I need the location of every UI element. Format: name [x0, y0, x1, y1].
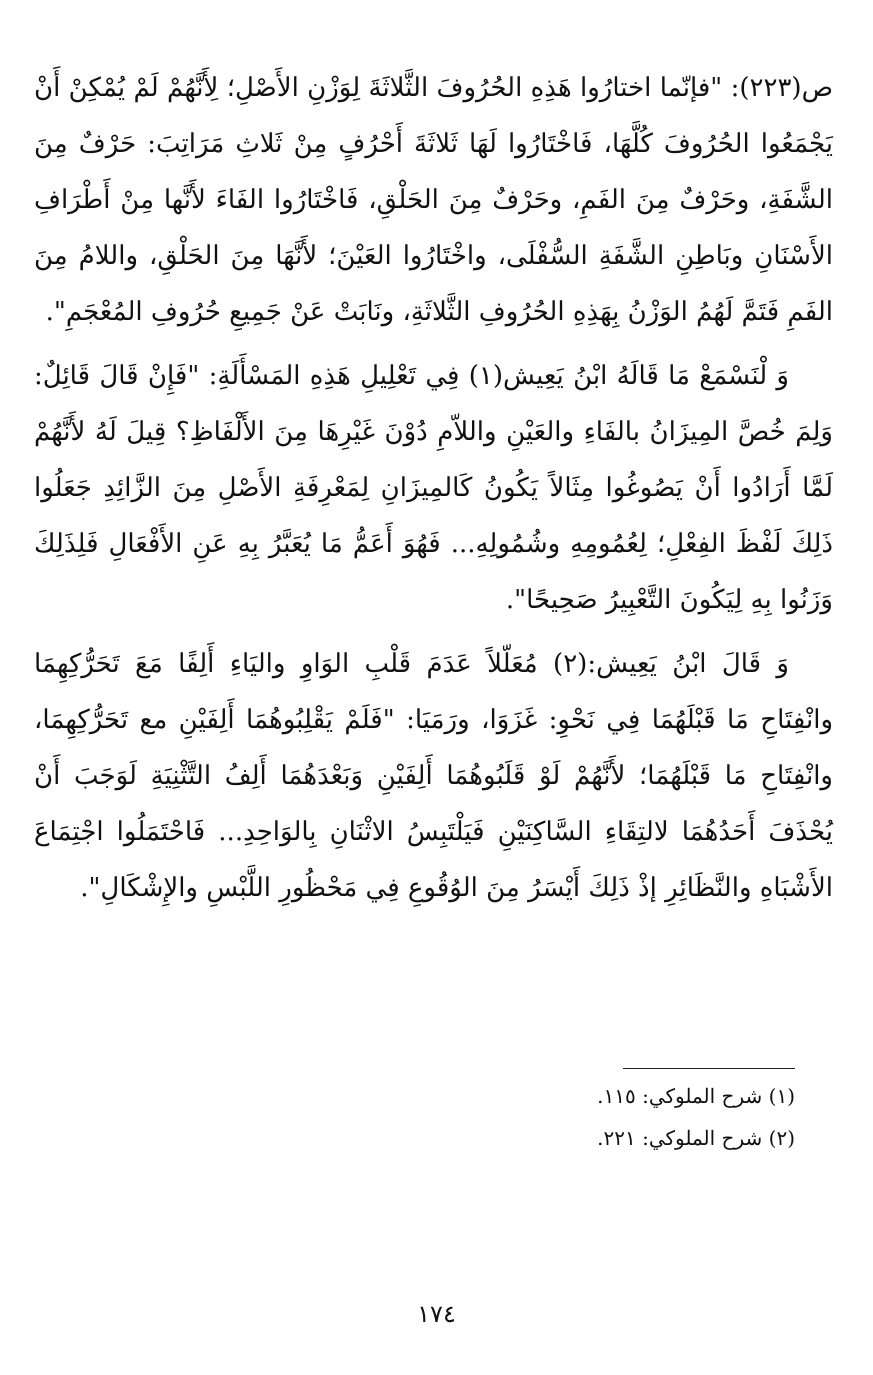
body-text: [34, 60, 833, 916]
paragraph-2: وَ لْنَسْمَعْ مَا قَالَهُ ابْنُ يَعِيش(١) فِي تَعْلِيلِ هَذِهِ المَسْأَلَةِ: "فَإِنْ قَالَ قَائِلٌ: وَلِمَ خُصَّ المِيزَانُ بالفَاءِ والعَيْنِ واللاّمِ دُوْنَ غَيْرِهَا مِنَ الأَلْفَاظِ؟ قِيلَ لَهُ لأَنَّهُمْ لَمَّا أَرَادُوا أَنْ يَصُوغُوا مِثَالاً يَكُونُ كَالمِيزَانِ لِمَعْرِفَةِ الأَصْلِ مِنَ الزَّائِدِ جَعَلُوا ذَلِكَ لَفْظَ الفِعْلِ؛ لِعُمُومِهِ وشُمُولِهِ... فَهُوَ أَعَمُّ مَا يُعَبَّرُ بِهِ عَنِ الأَفْعَالِ فَلِذَلِكَ وَزَنُوا بِهِ لِيَكُونَ التَّعْبِيرُ صَحِيحًا".: [34, 361, 833, 615]
page-number: ١٧٤: [417, 1300, 456, 1328]
paragraph-1: ص(٢٢٣): "فإنّما اختارُوا هَذِهِ الحُرُوفَ الثَّلاثَةَ لِوَزْنِ الأَصْلِ؛ لِأَنَّهُمْ لَمْ يُمْكِنْ أَنْ يَجْمَعُوا الحُرُوفَ كُلَّهَا، فَاخْتَارُوا لَهَا ثَلاثَةَ أَحْرُفٍ مِنْ ثَلاثِ مَرَاتِبَ: حَرْفٌ مِنَ الشَّفَةِ، وحَرْفٌ مِنَ الفَمِ، وحَرْفٌ مِنَ الحَلْقِ، فَاخْتَارُوا الفَاءَ لأَنَّها مِنْ أَطْرَافِ الأَسْنَانِ وبَاطِنِ الشَّفَةِ السُّفْلَى، واخْتَارُوا العَيْنَ؛ لأَنَّهَا مِنَ الحَلْقِ، واللامُ مِنَ الفَمِ فَتَمَّ لَهُمُ الوَزْنُ بِهَذِهِ الحُرُوفِ الثَّلاثَةِ، ونَابَتْ عَنْ جَمِيعِ حُرُوفِ المُعْجَمِ".: [34, 73, 833, 327]
footnote-2: (٢) شرح الملوكي: ٢٢١.: [597, 1126, 795, 1150]
footnotes: [40, 1068, 795, 1157]
paragraph-3: وَ قَالَ ابْنُ يَعِيش:(٢) مُعَلّلاً عَدَمَ قَلْبِ الوَاوِ واليَاءِ أَلِفًا مَعَ تَحَرُّكِهِمَا وانْفِتَاحِ مَا قَبْلَهُمَا فِي نَحْوِ: غَزَوَا، ورَمَيَا: "فَلَمْ يَقْلِبُوهُمَا أَلِفَيْنِ مع تَحَرُّكِهِمَا، وانْفِتَاحِ مَا قَبْلَهُمَا؛ لأَنَّهُمْ لَوْ قَلَبُوهُمَا أَلِفَيْنِ وَبَعْدَهُمَا أَلِفُ التَّثْنِيَةِ لَوَجَبَ أَنْ يُحْذَفَ أَحَدُهُمَا لالتِقَاءِ السَّاكِنَيْنِ فَيَلْتَبِسُ الاثْنَانِ بِالوَاحِدِ... فَاحْتَمَلُوا اجْتِمَاعَ الأَشْبَاهِ والنَّظَائِرِ إذْ ذَلِكَ أَيْسَرُ مِنَ الوُقُوعِ فِي مَحْظُورِ اللَّبْسِ والإِشْكَالِ".: [34, 649, 833, 903]
footnote-divider: [623, 1068, 795, 1069]
footnote-1: (١) شرح الملوكي: ١١٥.: [597, 1084, 795, 1108]
